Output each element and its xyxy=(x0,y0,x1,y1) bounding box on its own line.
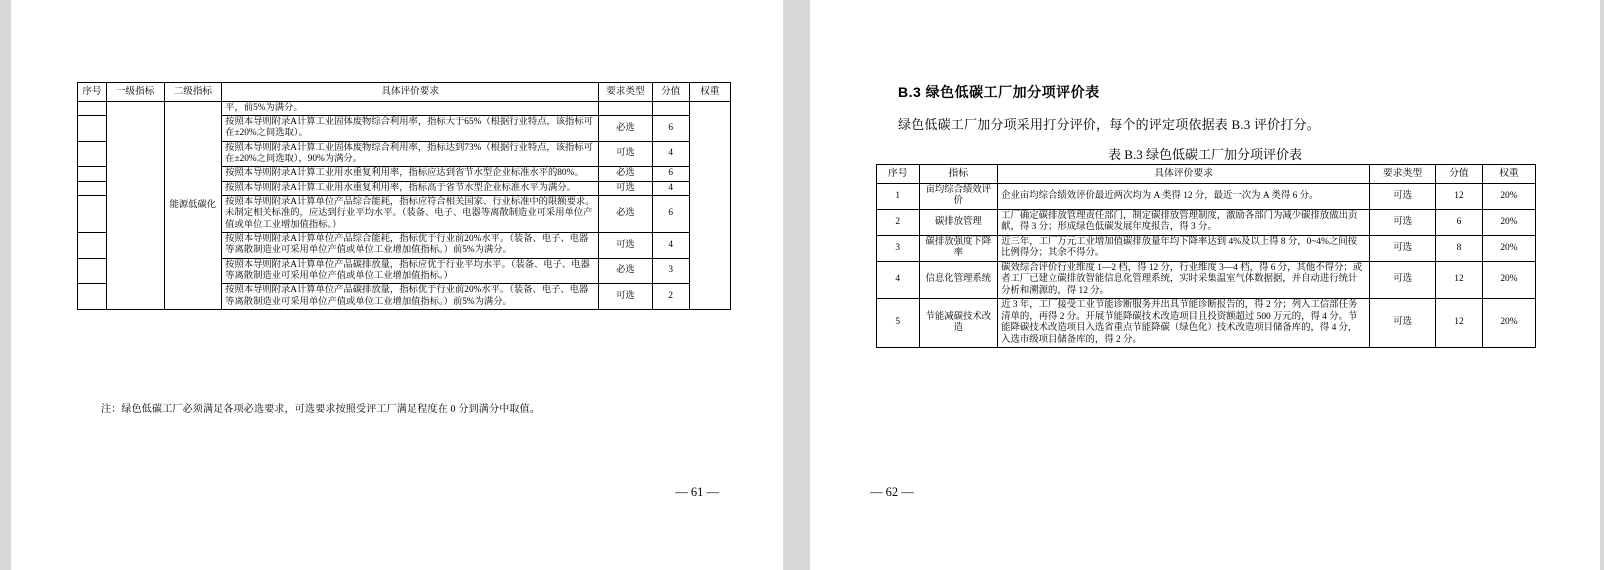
col-header-indicator: 指标 xyxy=(919,165,998,184)
cell-type: 必选 xyxy=(599,167,653,181)
cell-requirement: 按照本导则附录A计算单位产品综合能耗，指标优于行业前20%水平。（装备、电子、电器等离散制造业可采用单位产值或单位工业增加值指标。）前5%为满分。 xyxy=(222,232,599,258)
col-header-weight: 权重 xyxy=(1482,165,1535,184)
table-header-row xyxy=(78,83,731,102)
cell-score: 6 xyxy=(652,167,689,181)
cell-no: 1 xyxy=(877,183,920,209)
cell-type: 可选 xyxy=(1370,209,1436,235)
cell-no xyxy=(78,196,107,233)
section-paragraph: 绿色低碳工厂加分项采用打分评价，每个的评定项依据表 B.3 评价打分。 xyxy=(898,117,1320,132)
cell-type: 可选 xyxy=(1370,183,1436,209)
cell-type: 可选 xyxy=(599,232,653,258)
col-header-requirement: 具体评价要求 xyxy=(998,165,1370,184)
cell-no xyxy=(78,101,107,115)
right-evaluation-table xyxy=(876,164,1536,348)
left-evaluation-table xyxy=(77,82,731,310)
cell-requirement: 按照本导则附录A计算工业固体废物综合利用率，指标大于65%（根据行业特点，该指标可在±20%之间选取）。 xyxy=(222,116,599,142)
table-row xyxy=(877,299,1536,348)
cell-type xyxy=(599,101,653,115)
cell-type: 必选 xyxy=(599,116,653,142)
cell-score xyxy=(652,101,689,115)
cell-type: 可选 xyxy=(1370,261,1436,298)
cell-no xyxy=(78,181,107,195)
cell-requirement: 近三年，工厂万元工业增加值碳排放量年均下降率达到 4%及以上得 8 分，0~4%之间按比例得分；其余不得分。 xyxy=(998,235,1370,261)
cell-no xyxy=(78,141,107,167)
cell-weight: 20% xyxy=(1482,235,1535,261)
cell-score: 4 xyxy=(652,141,689,167)
cell-no: 2 xyxy=(877,209,920,235)
cell-secondary-indicator: 能源低碳化 xyxy=(164,101,222,309)
cell-no xyxy=(78,116,107,142)
cell-weight: 20% xyxy=(1482,209,1535,235)
cell-no xyxy=(78,167,107,181)
table-header-row xyxy=(877,165,1536,184)
page-61 xyxy=(11,0,783,570)
col-header-no: 序号 xyxy=(78,83,107,102)
cell-type: 可选 xyxy=(599,284,653,310)
cell-no xyxy=(78,258,107,284)
cell-requirement: 碳效综合评价行业维度 1—2 档，得 12 分，行业维度 3—4 档，得 6 分，其他不得分；或者工厂已建立碳排放智能信息化管理系统，实时采集温室气体数据据，并自动进行统计分析和溯源的，得 12 分。 xyxy=(998,261,1370,298)
cell-requirement: 按照本导则附录A计算单位产品综合能耗，指标应符合相关国家、行业标准中的限额要求。未制定相关标准的，应达到行业平均水平。（装备、电子、电器等离散制造业可采用单位产值或单位工业增加值指标。） xyxy=(222,196,599,233)
cell-no xyxy=(78,284,107,310)
cell-indicator: 节能减碳技术改造 xyxy=(919,299,998,348)
cell-indicator: 信息化管理系统 xyxy=(919,261,998,298)
cell-no: 5 xyxy=(877,299,920,348)
cell-score: 2 xyxy=(652,284,689,310)
cell-requirement: 按照本导则附录A计算单位产品碳排放量，指标优于行业前20%水平。（装备、电子、电器等离散制造业可采用单位产值或单位工业增加值指标。）前5%为满分。 xyxy=(222,284,599,310)
col-header-no: 序号 xyxy=(877,165,920,184)
cell-type: 必选 xyxy=(599,196,653,233)
cell-requirement: 平，前5%为满分。 xyxy=(222,101,599,115)
table-b3 xyxy=(876,164,1536,348)
col-header-primary: 一级指标 xyxy=(106,83,164,102)
page-number-left: — 61 — xyxy=(675,485,719,499)
cell-no: 4 xyxy=(877,261,920,298)
cell-weight: 20% xyxy=(1482,299,1535,348)
cell-requirement: 按照本导则附录A计算工业用水重复利用率，指标应达到省节水型企业标准水平的80%。 xyxy=(222,167,599,181)
cell-score: 12 xyxy=(1436,299,1483,348)
col-header-score: 分值 xyxy=(652,83,689,102)
cell-indicator: 碳排放管理 xyxy=(919,209,998,235)
col-header-type: 要求类型 xyxy=(1370,165,1436,184)
cell-no xyxy=(78,232,107,258)
cell-requirement: 近 3 年，工厂接受工业节能诊断服务并出具节能诊断报告的，得 2 分；列入工信部任务清单的，再得 2 分。开展节能降碳技术改造项目且投资额超过 500 万元的，得 4 分。节能降碳技术改造项目入选省重点节能降碳（绿色化）技术改造项目储备库的，得 4 分，入选市级项目储备库的，得 2 分。 xyxy=(998,299,1370,348)
cell-score: 6 xyxy=(652,196,689,233)
cell-score: 4 xyxy=(652,181,689,195)
cell-indicator: 碳排放强度下降率 xyxy=(919,235,998,261)
cell-type: 必选 xyxy=(599,258,653,284)
cell-requirement: 按照本导则附录A计算工业固体废物综合利用率，指标达到73%（根据行业特点，该指标可在±20%之间选取），90%为满分。 xyxy=(222,141,599,167)
cell-score: 4 xyxy=(652,232,689,258)
cell-weight: 20% xyxy=(1482,261,1535,298)
col-header-type: 要求类型 xyxy=(599,83,653,102)
cell-requirement: 企业亩均综合绩效评价最近两次均为 A 类得 12 分，最近一次为 A 类得 6 分。 xyxy=(998,183,1370,209)
table-b2-continued xyxy=(77,82,731,310)
page-62 xyxy=(810,0,1600,570)
cell-requirement: 按照本导则附录A计算单位产品碳排放量，指标应优于行业平均水平。（装备、电子、电器等离散制造业可采用单位产值或单位工业增加值指标。） xyxy=(222,258,599,284)
table-row xyxy=(877,209,1536,235)
cell-weight xyxy=(689,101,730,309)
cell-weight: 20% xyxy=(1482,183,1535,209)
cell-type: 可选 xyxy=(599,141,653,167)
cell-requirement: 工厂确定碳排放管理责任部门，制定碳排放管理制度，激励各部门为减少碳排放做出贡献，得 3 分；形成绿色低碳发展年度报告，得 3 分。 xyxy=(998,209,1370,235)
col-header-weight: 权重 xyxy=(689,83,730,102)
cell-score: 3 xyxy=(652,258,689,284)
cell-score: 12 xyxy=(1436,261,1483,298)
cell-score: 12 xyxy=(1436,183,1483,209)
table-row xyxy=(78,101,731,115)
table-caption: 表 B.3 绿色低碳工厂加分项评价表 xyxy=(1108,147,1302,162)
cell-score: 8 xyxy=(1436,235,1483,261)
cell-type: 可选 xyxy=(599,181,653,195)
cell-indicator: 亩均综合绩效评价 xyxy=(919,183,998,209)
table-row xyxy=(877,261,1536,298)
cell-no: 3 xyxy=(877,235,920,261)
col-header-requirement: 具体评价要求 xyxy=(222,83,599,102)
table-row xyxy=(877,183,1536,209)
cell-type: 可选 xyxy=(1370,235,1436,261)
table-note: 注：绿色低碳工厂必须满足各项必选要求，可选要求按照受评工厂满足程度在 0 分到满分中取值。 xyxy=(101,404,540,415)
section-heading: B.3 绿色低碳工厂加分项评价表 xyxy=(898,84,1100,100)
col-header-score: 分值 xyxy=(1436,165,1483,184)
table-row xyxy=(877,235,1536,261)
col-header-secondary: 二级指标 xyxy=(164,83,222,102)
page-number-right: — 62 — xyxy=(870,485,914,499)
cell-score: 6 xyxy=(1436,209,1483,235)
cell-requirement: 按照本导则附录A计算工业用水重复利用率，指标高于省节水型企业标准水平为满分。 xyxy=(222,181,599,195)
cell-primary-indicator xyxy=(106,101,164,309)
cell-type: 可选 xyxy=(1370,299,1436,348)
cell-score: 6 xyxy=(652,116,689,142)
